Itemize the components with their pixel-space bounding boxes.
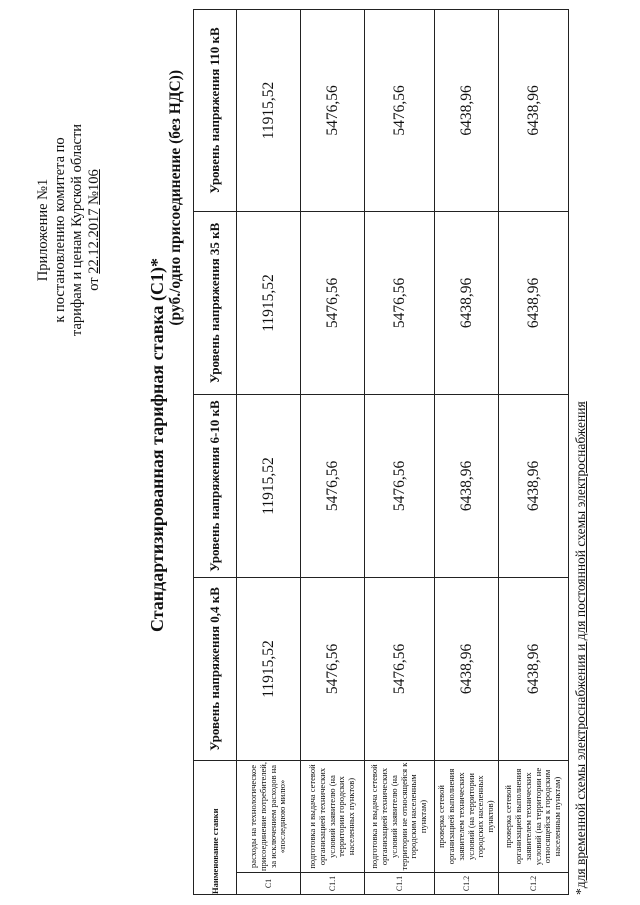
appendix-date: 22.12.2017: [86, 208, 102, 274]
footnote-text: для временной схемы электроснабжения и для постоянной схемы электроснабжения: [573, 401, 588, 889]
row-value: 6438,96: [435, 577, 499, 760]
row-value: 11915,52: [237, 211, 301, 394]
row-description: проверка сетевой организацией выполнения заявителем технических условий (на территории не относящейся к городским населенным пунктам): [499, 760, 569, 872]
header-level-35kv: Уровень напряжения 35 кВ: [194, 211, 237, 394]
footnote-star: *: [573, 888, 588, 895]
row-value: 11915,52: [237, 9, 301, 211]
appendix-line-3: тарифам и ценам Курской области: [69, 123, 85, 337]
appendix-line-4: [86, 65, 103, 395]
row-description: подготовка и выдача сетевой организацией технических условий заявителю (на территории городских населенных пунктов): [301, 760, 365, 872]
header-level-0-4kv: Уровень напряжения 0,4 кВ: [194, 577, 237, 760]
row-description: подготовка и выдача сетевой организацией технических условий заявителю (на территории не относящейся к городским населенным пунктам): [365, 760, 435, 872]
appendix-number: №106: [86, 169, 102, 205]
table-row: [435, 9, 499, 894]
header-level-6-10kv: Уровень напряжения 6-10 кВ: [194, 394, 237, 577]
header-name: Наименование ставки: [194, 760, 237, 894]
row-value: 5476,56: [365, 9, 435, 211]
header-level-110kv: Уровень напряжения 110 кВ: [194, 9, 237, 211]
tariff-table: [193, 9, 569, 895]
appendix-date-prefix: от: [86, 273, 102, 291]
row-value: 6438,96: [499, 577, 569, 760]
row-value: 6438,96: [435, 394, 499, 577]
appendix-line-2: к постановлению комитета по: [52, 137, 68, 323]
row-code: С1: [237, 873, 301, 895]
row-value: 5476,56: [365, 211, 435, 394]
table-header-row: [194, 9, 237, 894]
row-value: 11915,52: [237, 577, 301, 760]
appendix-block: [35, 65, 103, 395]
table-row: [237, 9, 301, 894]
row-value: 6438,96: [499, 211, 569, 394]
units-note: (руб./одно присоединение (без НДС)): [167, 70, 184, 326]
row-code: С1.1: [301, 873, 365, 895]
row-value: 5476,56: [301, 394, 365, 577]
row-description: проверка сетевой организацией выполнения заявителем технических условий (на территории городских населенных пунктов): [435, 760, 499, 872]
row-value: 5476,56: [301, 211, 365, 394]
appendix-line-1: Приложение №1: [35, 178, 51, 282]
rotated-page: [15, 0, 635, 895]
row-code: С1.1: [365, 873, 435, 895]
row-description: расходы на технологическое присоединение потребителей, за исключением расходов на «последнюю милю»: [237, 760, 301, 872]
table-row: [301, 9, 365, 894]
row-value: 6438,96: [499, 394, 569, 577]
row-value: 11915,52: [237, 394, 301, 577]
table-row: [365, 9, 435, 894]
row-value: 6438,96: [435, 211, 499, 394]
row-value: 6438,96: [435, 9, 499, 211]
row-value: 6438,96: [499, 9, 569, 211]
table-row: [499, 9, 569, 894]
footnote: [573, 401, 589, 895]
row-value: 5476,56: [301, 577, 365, 760]
row-value: 5476,56: [301, 9, 365, 211]
row-code: С1.2: [499, 873, 569, 895]
row-value: 5476,56: [365, 577, 435, 760]
row-value: 5476,56: [365, 394, 435, 577]
document-title: Стандартизированная тарифная ставка (С1)*: [147, 257, 167, 633]
row-code: С1.2: [435, 873, 499, 895]
